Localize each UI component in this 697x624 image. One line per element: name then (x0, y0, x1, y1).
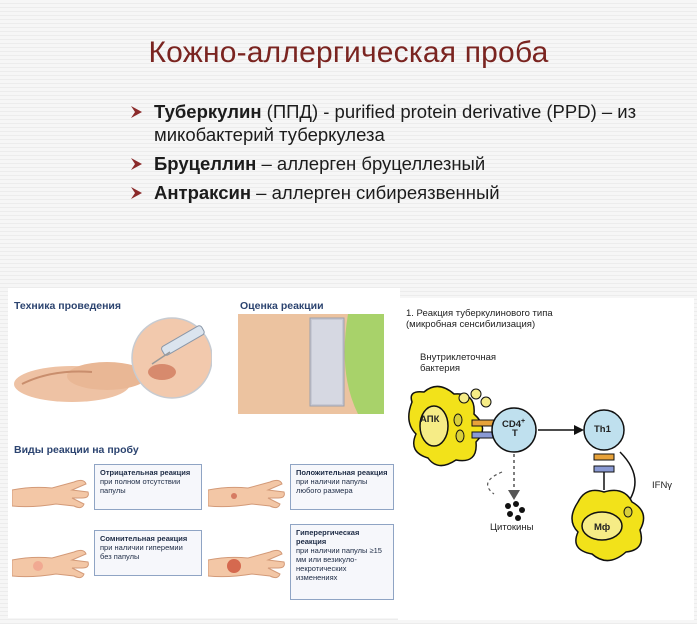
th1-label: Th1 (594, 424, 611, 435)
assessment-photo (238, 314, 384, 414)
reaction-positive (290, 464, 394, 510)
reaction-desc: при полном отсутствии папулы (100, 477, 181, 495)
injection-photo (12, 314, 212, 414)
bullet-anthraxin (130, 181, 670, 204)
reaction-desc: при наличии папулы любого размера (296, 477, 368, 495)
bullet-brucellin (130, 152, 670, 175)
cell-diagram (398, 372, 694, 620)
arm-illustration (12, 468, 92, 520)
slide-title: Кожно-аллергическая проба (148, 36, 549, 69)
bullet-bold: Туберкулин (154, 101, 262, 122)
arm-illustration (12, 536, 92, 592)
bacteria-label: Внутриклеточная бактерия (420, 352, 496, 374)
types-label: Виды реакции на пробу (14, 444, 139, 456)
bullet-bold: Бруцеллин (154, 153, 257, 174)
reaction-hyperergic (290, 524, 394, 600)
reaction-title: Отрицательная реакция (100, 468, 191, 477)
bullet-bold: Антраксин (154, 182, 252, 203)
t-label: T (512, 428, 518, 439)
bullet-list (130, 100, 670, 210)
reaction-doubtful (94, 530, 202, 576)
chevron-right-icon (130, 105, 144, 119)
reaction-desc: при наличии папулы ≥15 мм или везикуло-некротических изменениях (296, 546, 382, 582)
arm-illustration (208, 536, 288, 592)
ifn-label: IFNγ (652, 480, 673, 491)
cd4-text: CD4 (502, 419, 522, 431)
technique-label: Техника проведения (14, 300, 121, 312)
chevron-right-icon (130, 157, 144, 171)
diagram-heading-line1: 1. Реакция туберкулинового типа (406, 308, 553, 319)
arm-illustration (208, 468, 288, 520)
reaction-negative (94, 464, 202, 510)
apc-label: АПК (420, 414, 440, 425)
cd4-sup: + (521, 418, 526, 425)
reaction-title: Сомнительная реакция (100, 534, 188, 543)
chevron-right-icon (130, 186, 144, 200)
mf-label: Мф (594, 522, 611, 533)
bullet-text: (ППД) - purified protein derivative (PPD) – из микобактерий туберкулеза (154, 101, 637, 145)
reaction-title: Положительная реакция (296, 468, 388, 477)
procedure-figure (8, 288, 400, 618)
reaction-title: Гиперергическая реакция (296, 528, 360, 546)
bullet-text: – аллерген бруцеллезный (256, 153, 486, 174)
bullet-text: – аллерген сибиреязвенный (251, 182, 500, 203)
reaction-diagram (398, 298, 694, 620)
cytokines-label: Цитокины (490, 522, 534, 533)
diagram-heading-line2: (микробная сенсибилизация) (406, 319, 536, 330)
assessment-label: Оценка реакции (240, 300, 324, 312)
reaction-desc: при наличии гиперемии без папулы (100, 543, 183, 561)
bullet-tuberculin (130, 100, 670, 146)
